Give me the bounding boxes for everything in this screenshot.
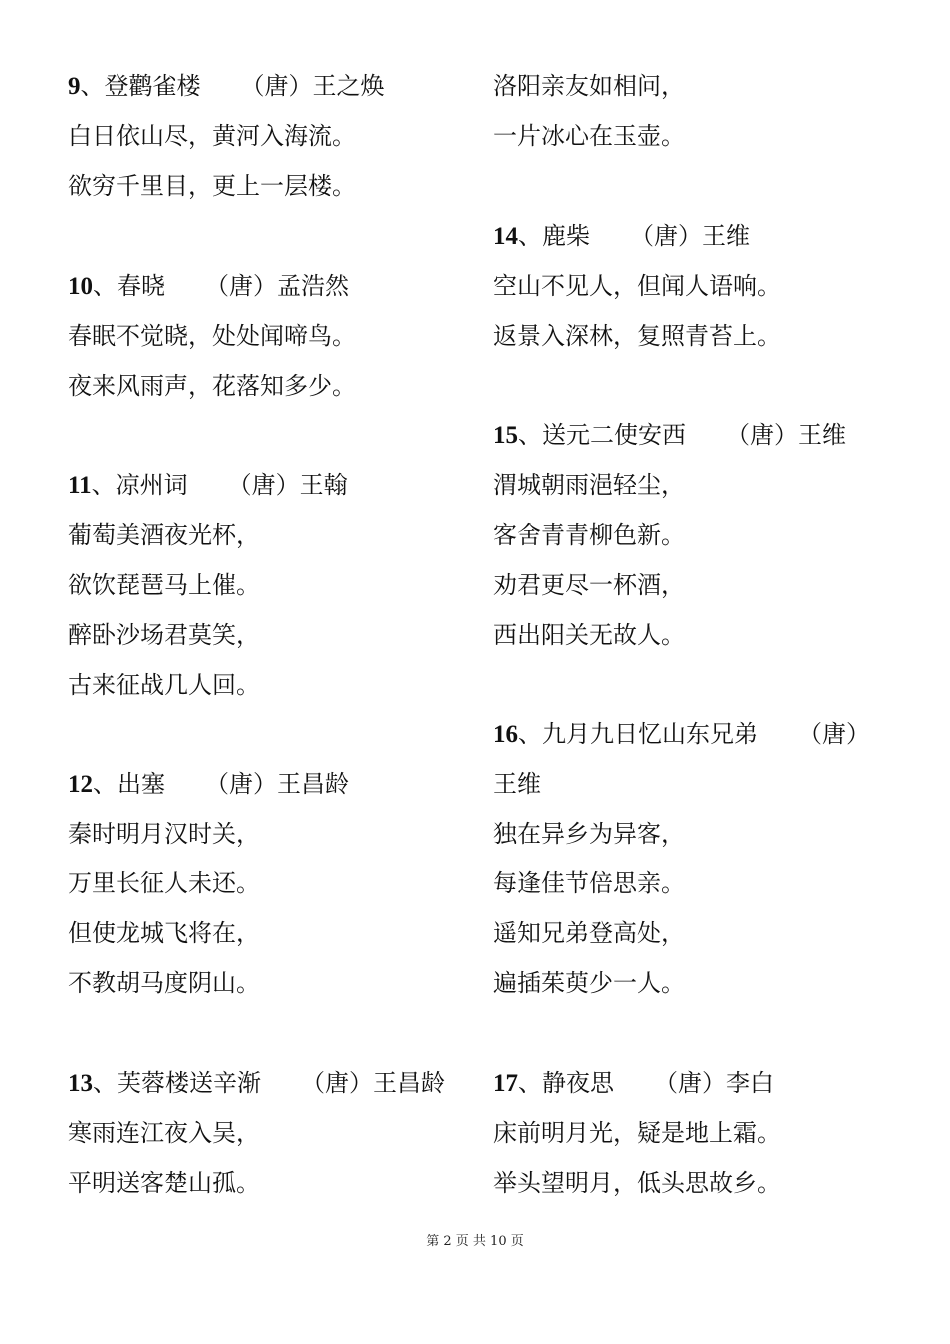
poem-number: 12 [68, 771, 93, 798]
poem-author-wrap: 王维 [493, 770, 541, 798]
poem-line: 西出阳关无故人。 [493, 621, 685, 649]
poem-line: 醉卧沙场君莫笑， [68, 621, 260, 649]
poem-name: 、出塞 [93, 770, 165, 798]
poem-author: （唐）孟浩然 [205, 272, 349, 300]
poem-line: 举头望明月，低头思故乡。 [493, 1169, 781, 1197]
poem-line: 秦时明月汉时关， [68, 820, 260, 848]
poem-name: 、春晓 [93, 272, 165, 300]
poem-line: 但使龙城飞将在， [68, 919, 260, 947]
poem-name: 、送元二使安西 [518, 421, 686, 449]
page-footer: 第 2 页 共 10 页 [426, 1234, 524, 1249]
poem-line: 古来征战几人回。 [68, 671, 260, 699]
poem-line: 遍插茱萸少一人。 [493, 969, 685, 997]
poem-line: 劝君更尽一杯酒， [493, 571, 685, 599]
poem-title [68, 71, 385, 102]
poem-line: 洛阳亲友如相问， [493, 72, 685, 100]
poem-title [68, 1068, 445, 1099]
poem-title [493, 420, 846, 451]
poem-name: 、九月九日忆山东兄弟 [518, 720, 758, 748]
poem-number: 16 [493, 721, 518, 748]
poem-title [493, 1068, 774, 1099]
poem-author: （唐）王翰 [227, 471, 348, 499]
poem-line: 遥知兄弟登高处， [493, 919, 685, 947]
poem-line: 寒雨连江夜入吴， [68, 1119, 260, 1147]
poem-line: 一片冰心在玉壶。 [493, 122, 685, 150]
poem-name: 、登鹳雀楼 [80, 72, 201, 100]
poem-line: 欲饮琵琶马上催。 [68, 571, 260, 599]
poem-line: 每逢佳节倍思亲。 [493, 869, 685, 897]
poem-line: 渭城朝雨浥轻尘， [493, 471, 685, 499]
poem-line: 平明送客楚山孤。 [68, 1169, 260, 1197]
poem-title [68, 271, 349, 302]
poem-number: 13 [68, 1070, 93, 1097]
poem-title [68, 769, 349, 800]
poem-line: 葡萄美酒夜光杯， [68, 521, 260, 549]
poem-line: 空山不见人，但闻人语响。 [493, 272, 781, 300]
poem-number: 10 [68, 273, 93, 300]
poem-line: 独在异乡为异客， [493, 820, 685, 848]
poem-author: （唐） [798, 720, 870, 748]
poem-line: 夜来风雨声，花落知多少。 [68, 372, 356, 400]
poem-line: 床前明月光，疑是地上霜。 [493, 1119, 781, 1147]
poem-line: 不教胡马度阴山。 [68, 969, 260, 997]
poem-line: 客舍青青柳色新。 [493, 521, 685, 549]
poem-author: （唐）王维 [630, 222, 750, 250]
poem-line: 春眠不觉晓，处处闻啼鸟。 [68, 322, 356, 350]
poem-number: 11 [68, 472, 92, 499]
poem-line: 欲穷千里目，更上一层楼。 [68, 172, 356, 200]
poem-author: （唐）王昌龄 [205, 770, 349, 798]
poem-line: 白日依山尽，黄河入海流。 [68, 122, 356, 150]
poem-line: 返景入深林，复照青苔上。 [493, 322, 781, 350]
poem-author: （唐）王之焕 [240, 72, 385, 100]
poem-number: 17 [493, 1070, 518, 1097]
poem-author: （唐）王维 [726, 421, 846, 449]
poem-title [493, 719, 870, 750]
poem-number: 14 [493, 223, 518, 250]
poem-author: （唐）李白 [654, 1069, 774, 1097]
poem-title [68, 470, 348, 501]
poem-number: 9 [68, 73, 81, 100]
poem-number: 15 [493, 422, 518, 449]
poem-title [493, 221, 750, 252]
poem-author: （唐）王昌龄 [301, 1069, 445, 1097]
poem-name: 、凉州词 [91, 471, 188, 499]
poem-line: 万里长征人未还。 [68, 869, 260, 897]
poem-name: 、静夜思 [518, 1069, 614, 1097]
poem-name: 、芙蓉楼送辛渐 [93, 1069, 261, 1097]
poem-name: 、鹿柴 [518, 222, 590, 250]
